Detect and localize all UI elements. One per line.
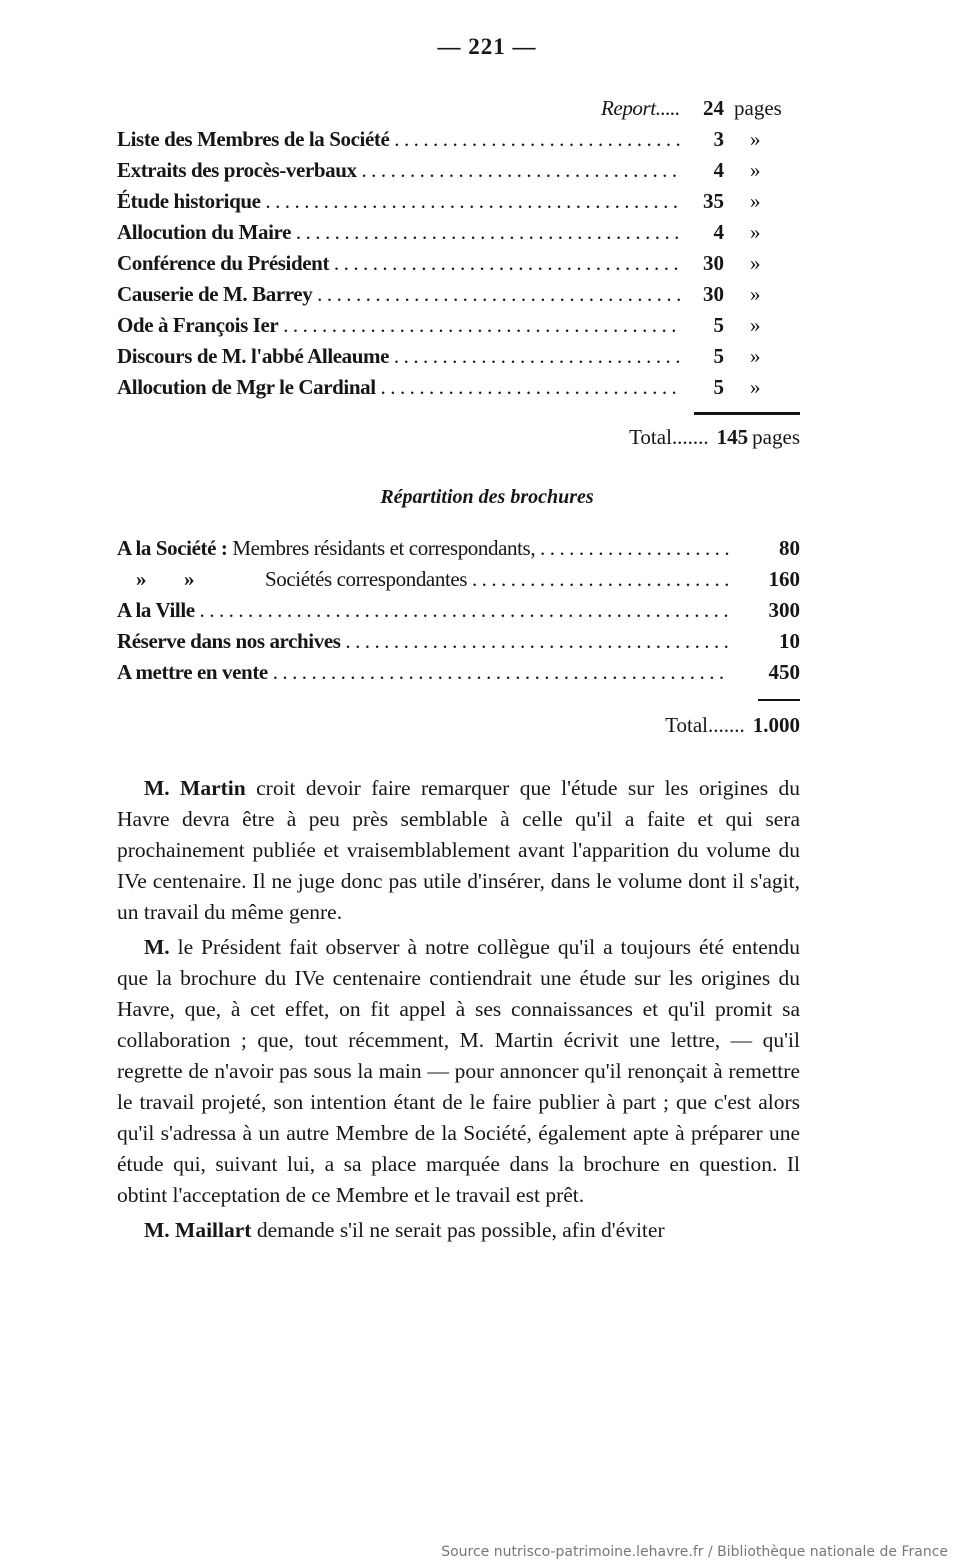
paragraph-text: demande s'il ne serait pas possible, afin d'éviter xyxy=(251,1218,665,1242)
row-label: Extraits des procès-verbaux . . . xyxy=(117,158,680,183)
speaker: M. Martin xyxy=(144,776,246,800)
table-row xyxy=(117,189,800,220)
table-row xyxy=(117,158,800,189)
row-unit: » xyxy=(750,375,761,399)
report-label: Report..... xyxy=(600,96,680,120)
row-unit: » xyxy=(750,127,761,151)
row-unit: » xyxy=(750,189,761,213)
sum-rule xyxy=(694,412,800,415)
row-label: A la Ville . . . xyxy=(117,598,730,623)
row-value: 3 xyxy=(713,127,724,151)
total-unit: pages xyxy=(752,425,800,449)
row-label: Étude historique . . . xyxy=(117,189,680,214)
row-label: Allocution de Mgr le Cardinal . . . xyxy=(117,375,680,400)
row-value: 5 xyxy=(713,375,724,399)
paragraph-text: le Président fait observer à notre collègue qu'il a toujours été entendu que la brochure du IVe centenaire contiendrait une étude sur les origines du Havre, que, à cet effet, on fit appel à ses connaissances et qu'il promit sa collaboration ; que, tout récemment, M. Martin écrivit une lettre, — qu'il regrette de n'avoir pas sous la main — pour annoncer qu'il renonçait à remettre le travail projeté, son intention étant de le faire publier à part ; que c'est alors qu'il s'adressa à un autre Membre de la Société, également apte à préparer une étude qui, suivant lui, a sa place marquée dans la brochure en question. Il obtint l'acceptation de ce Membre et le travail est prêt. xyxy=(117,935,800,1207)
table-row xyxy=(117,536,800,567)
table-row xyxy=(117,251,800,282)
table-row xyxy=(117,313,800,344)
row-value: 300 xyxy=(768,598,800,622)
row-unit: » xyxy=(750,282,761,306)
row-label: Ode à François Ier . . . xyxy=(117,313,680,338)
table-row xyxy=(117,375,800,406)
paragraph xyxy=(117,932,800,1211)
row-label: Conférence du Président . . . xyxy=(117,251,680,276)
row-value: 450 xyxy=(768,660,800,684)
row-value: 30 xyxy=(703,251,724,275)
sum-rule xyxy=(758,699,800,701)
row-unit: » xyxy=(750,344,761,368)
total-value: 1.000 xyxy=(752,713,800,737)
row-label: Allocution du Maire . . . xyxy=(117,220,680,245)
row-label: Réserve dans nos archives . . . xyxy=(117,629,730,654)
table-row xyxy=(117,344,800,375)
section-title: Répartition des brochures xyxy=(380,486,594,508)
row-value: 80 xyxy=(779,536,800,560)
row-unit: » xyxy=(750,158,761,182)
row-unit: » xyxy=(750,251,761,275)
paragraph xyxy=(117,1215,800,1246)
row-label: A la Société : Membres résidants et correspondants, . . . xyxy=(117,536,730,561)
body-text xyxy=(117,773,800,1250)
speaker: M. Maillart xyxy=(144,1218,252,1242)
row-label: Causerie de M. Barrey . . . xyxy=(117,282,680,307)
contents-table xyxy=(117,96,800,456)
row-value: 4 xyxy=(713,220,724,244)
row-label: Discours de M. l'abbé Alleaume . . . xyxy=(117,344,680,369)
table-row xyxy=(117,660,800,691)
table-row xyxy=(117,598,800,629)
report-row xyxy=(117,96,800,127)
paragraph-text: croit devoir faire remarquer que l'étude sur les origines du Havre devra être à peu près semblable à celle qu'il a faite et qui sera prochainement publiée et vraisemblablement avant l'apparition du volume du IVe centenaire. Il ne juge donc pas utile d'insérer, dans le volume dont il s'agit, un travail du même genre. xyxy=(117,776,800,924)
row-label: » » Sociétés correspondantes . . . xyxy=(117,567,730,592)
report-value: 24 xyxy=(703,96,724,120)
paragraph xyxy=(117,773,800,928)
table-row xyxy=(117,282,800,313)
total-row xyxy=(117,713,800,744)
distribution-table xyxy=(117,536,800,744)
total-label: Total....... xyxy=(665,713,745,737)
row-value: 5 xyxy=(713,313,724,337)
table-row xyxy=(117,567,800,598)
table-row xyxy=(117,629,800,660)
row-value: 35 xyxy=(703,189,724,213)
row-value: 10 xyxy=(779,629,800,653)
row-unit: » xyxy=(750,313,761,337)
row-value: 30 xyxy=(703,282,724,306)
source-credit: Source nutrisco-patrimoine.lehavre.fr / Bibliothèque nationale de France xyxy=(441,1544,948,1560)
row-value: 4 xyxy=(713,158,724,182)
speaker: M. xyxy=(144,935,170,959)
total-row xyxy=(117,425,800,456)
report-unit: pages xyxy=(734,96,782,120)
total-value: 145 xyxy=(716,425,749,449)
row-label: Liste des Membres de la Société . . . xyxy=(117,127,680,152)
table-row xyxy=(117,127,800,158)
page-number: — 221 — xyxy=(437,34,537,59)
row-label: A mettre en vente . . . xyxy=(117,660,730,685)
table-row xyxy=(117,220,800,251)
total-label: Total....... xyxy=(629,425,709,449)
row-value: 5 xyxy=(713,344,724,368)
row-value: 160 xyxy=(768,567,800,591)
row-unit: » xyxy=(750,220,761,244)
